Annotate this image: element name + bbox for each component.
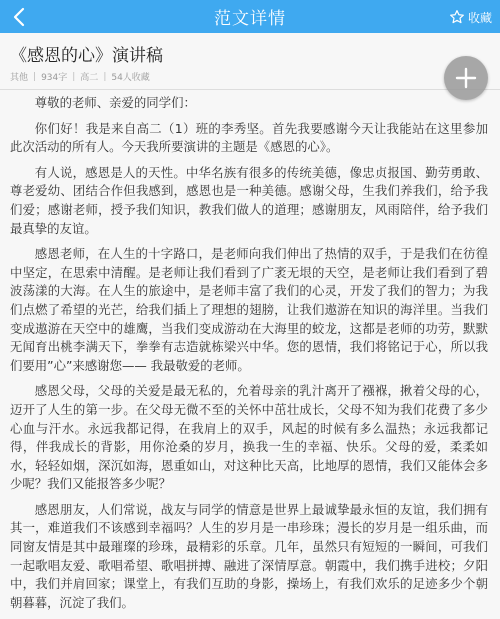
meta-separator: | — [103, 71, 107, 82]
favorite-label: 收藏 — [467, 10, 492, 25]
paragraph: 感恩朋友，人们常说，战友与同学的情意是世界上最诚挚最永恒的友谊，我们拥有其一，难道我们不该感到幸福吗？人生的岁月是一串珍珠；漫长的岁月是一组乐曲，而同窗友情是其中最璀璨的珍珠，最精彩的乐章。几年，虽然只有短短的一瞬间，可我们一起歌唱友爱、歌唱希望、歌唱拼搏、融进了深情厚意。朝霞中，我们携手进校；夕阳中，我们并肩回家；课堂上，有我们互助的身影，操场上，有我们欢乐的足迹多少个朝朝暮暮，沉淀了我们。 — [10, 501, 488, 610]
paragraph: 有人说，感恩是人的天性。中华名族有很多的传统美德，像忠贞报国、勤劳勇敢、尊老爱幼、团结合作但我感到，感恩也是一种美德。感谢父母，生我们养我们，给予我们爱；感谢老师，授予我们知识，教我们做人的道理；感谢朋友，风雨陪伴，给予我们最真挚的友谊。 — [10, 164, 488, 236]
page-title: 范文详情 — [214, 9, 286, 29]
paragraph: 感恩父母，父母的关爱是最无私的，允着母亲的乳汁离开了襁褓，揪着父母的心，迈开了人生的第一步。在父母无微不至的关怀中茁壮成长，父母不知为我们花费了多少心血与汗水。永远我都记得，在我肩上的双手，风起的时候有多么温热；永远我都记得，伴我成长的背影，用你沧桑的岁月，换我一生的幸福、快乐。父母的爱，柔柔如水，轻轻如烟，深沉如海，恩重如山，对这种比天高，比地厚的恩情，我们又能体会多少呢？我们又能报答多少呢？ — [10, 383, 488, 492]
article — [0, 33, 500, 619]
paragraph: 尊敬的老师、亲爱的同学们： — [34, 95, 196, 110]
star-icon — [449, 9, 465, 25]
paragraph: 你们好！我是来自高二（1）班的李秀坚。首先我要感谢今天让我能站在这里参加此次活动的所有人。今天我所要演讲的主题是《感恩的心》。 — [10, 120, 488, 155]
chevron-left-icon — [13, 7, 25, 27]
paragraph: 感恩老师，在人生的十字路口，是老师向我们伸出了热情的双手，于是我们在彷徨中坚定，在思索中清醒。是老师让我们看到了广袤无垠的天空，是老师让我们看到了碧波荡漾的大海。在人生的旅途中，是老师丰富了我们的心灵，开发了我们的智力；为我们点燃了希望的光芒，给我们插上了理想的翅膀，让我们遨游在知识的海洋里。当我们变成遨游在天空中的雄鹰，当我们变成游动在大海里的蛟龙，这都是老师的功劳，默默无闻育出桃李满天下，拳拳有志造就栋梁兴中华。您的恩情，我们将铭记于心，所以我们要用”心”来感谢您—— 我最敬爱的老师。 — [10, 246, 488, 373]
article-body — [0, 90, 500, 612]
meta-category: 其他 — [10, 73, 29, 83]
meta-separator: | — [72, 71, 76, 82]
meta-word-count: 934字 — [41, 73, 68, 83]
meta-grade: 高二 — [80, 73, 99, 83]
meta-favorites: 54人收藏 — [111, 73, 150, 83]
plus-icon — [455, 67, 477, 89]
top-bar — [0, 0, 500, 33]
add-button[interactable] — [444, 56, 488, 100]
favorite-button[interactable] — [449, 5, 492, 29]
meta-separator: | — [33, 71, 37, 82]
back-button[interactable] — [8, 6, 30, 28]
article-title: 《感恩的心》演讲稿 — [10, 46, 163, 66]
article-meta — [10, 70, 500, 83]
